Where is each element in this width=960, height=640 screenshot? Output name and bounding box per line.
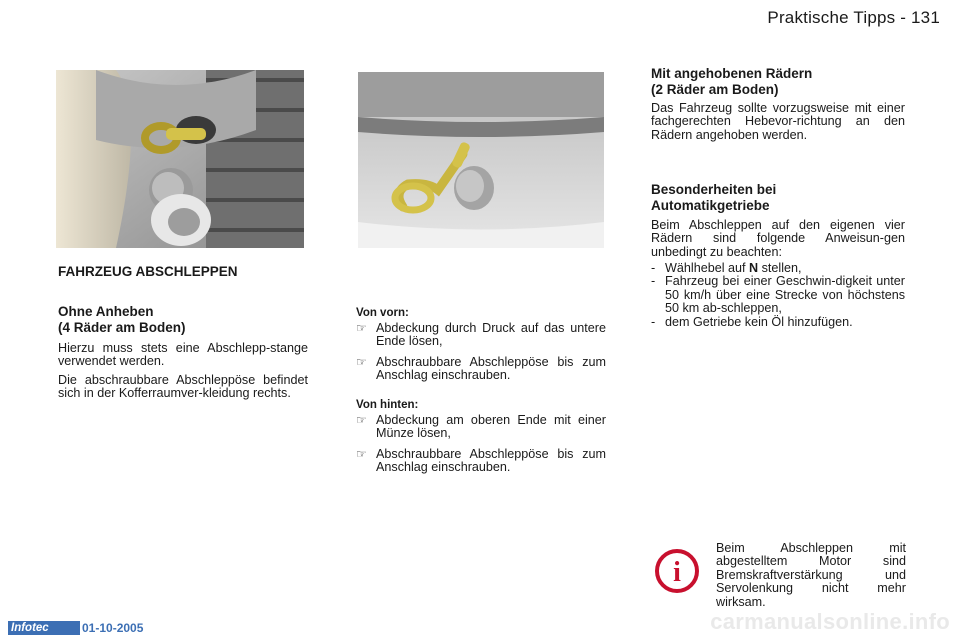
front-steps	[354, 322, 606, 390]
list-item: ☞ Abschraubbare Abschleppöse bis zum Anschlag einschrauben.	[356, 354, 606, 383]
list-item: ☞ Abschraubbare Abschleppöse bis zum Anschlag einschrauben.	[356, 446, 606, 475]
no-lift-title-line1: Ohne Anheben	[58, 304, 154, 319]
lifted-title-line2: (2 Räder am Boden)	[651, 82, 779, 97]
lifted-text: Das Fahrzeug sollte vorzugsweise mit einer fachgerechten Hebevor-richtung an den Rädern angehoben werden.	[651, 101, 905, 142]
list-item: - Fahrzeug bei einer Geschwin-digkeit unter 50 km/h über eine Strecke von höchstens 50 km ab-schleppen,	[651, 274, 905, 316]
hand-pointer-icon: ☞	[356, 446, 367, 461]
info-text: Beim Abschleppen mit abgestelltem Motor sind Bremskraftverstärkung und Servolenkung nicht mehr wirksam.	[716, 541, 906, 609]
hand-pointer-icon: ☞	[356, 321, 367, 335]
watermark: carmanualsonline.info	[710, 609, 950, 634]
rear-label: Von hinten:	[356, 399, 419, 411]
page-header: Praktische Tipps - 131	[767, 8, 940, 27]
no-lift-paragraph: Hierzu muss stets eine Abschlepp-stange verwendet werden.	[58, 341, 308, 369]
list-item: - dem Getriebe kein Öl hinzufügen.	[651, 314, 853, 329]
automatic-steps	[651, 262, 905, 329]
automatic-text: Beim Abschleppen auf den eigenen vier Rädern sind folgende Anweisun-gen unbedingt zu beachten:	[651, 218, 905, 259]
list-item: - Wählhebel auf N stellen,	[651, 261, 802, 275]
no-lift-title	[58, 304, 186, 336]
no-lift-paragraph: Die abschraubbare Abschleppöse befindet sich in der Kofferraumver-kleidung rechts.	[58, 372, 308, 401]
rear-steps	[354, 414, 606, 482]
list-item: ☞ Abdeckung durch Druck auf das untere Ende lösen,	[356, 321, 606, 349]
rear-tow-eye-photo	[358, 72, 604, 248]
list-item: ☞ Abdeckung am oberen Ende mit einer Münze lösen,	[356, 413, 606, 441]
info-icon-letter: i	[673, 557, 681, 588]
lifted-title	[651, 66, 812, 98]
front-tow-eye-photo	[56, 70, 304, 248]
no-lift-title-line2: (4 Räder am Boden)	[58, 320, 186, 335]
no-lift-text	[58, 342, 308, 407]
automatic-title-line2: Automatikgetriebe	[651, 198, 770, 213]
info-icon	[654, 548, 700, 594]
infotec-badge: Infotec	[8, 621, 80, 635]
hand-pointer-icon: ☞	[356, 413, 367, 427]
automatic-title	[651, 182, 776, 214]
front-label: Von vorn:	[356, 307, 409, 319]
section-title: FAHRZEUG ABSCHLEPPEN	[58, 264, 238, 279]
hand-pointer-icon: ☞	[356, 354, 367, 369]
lifted-title-line1: Mit angehobenen Rädern	[651, 66, 813, 81]
automatic-title-line1: Besonderheiten bei	[651, 182, 777, 197]
footer-date: 01-10-2005	[82, 621, 144, 635]
